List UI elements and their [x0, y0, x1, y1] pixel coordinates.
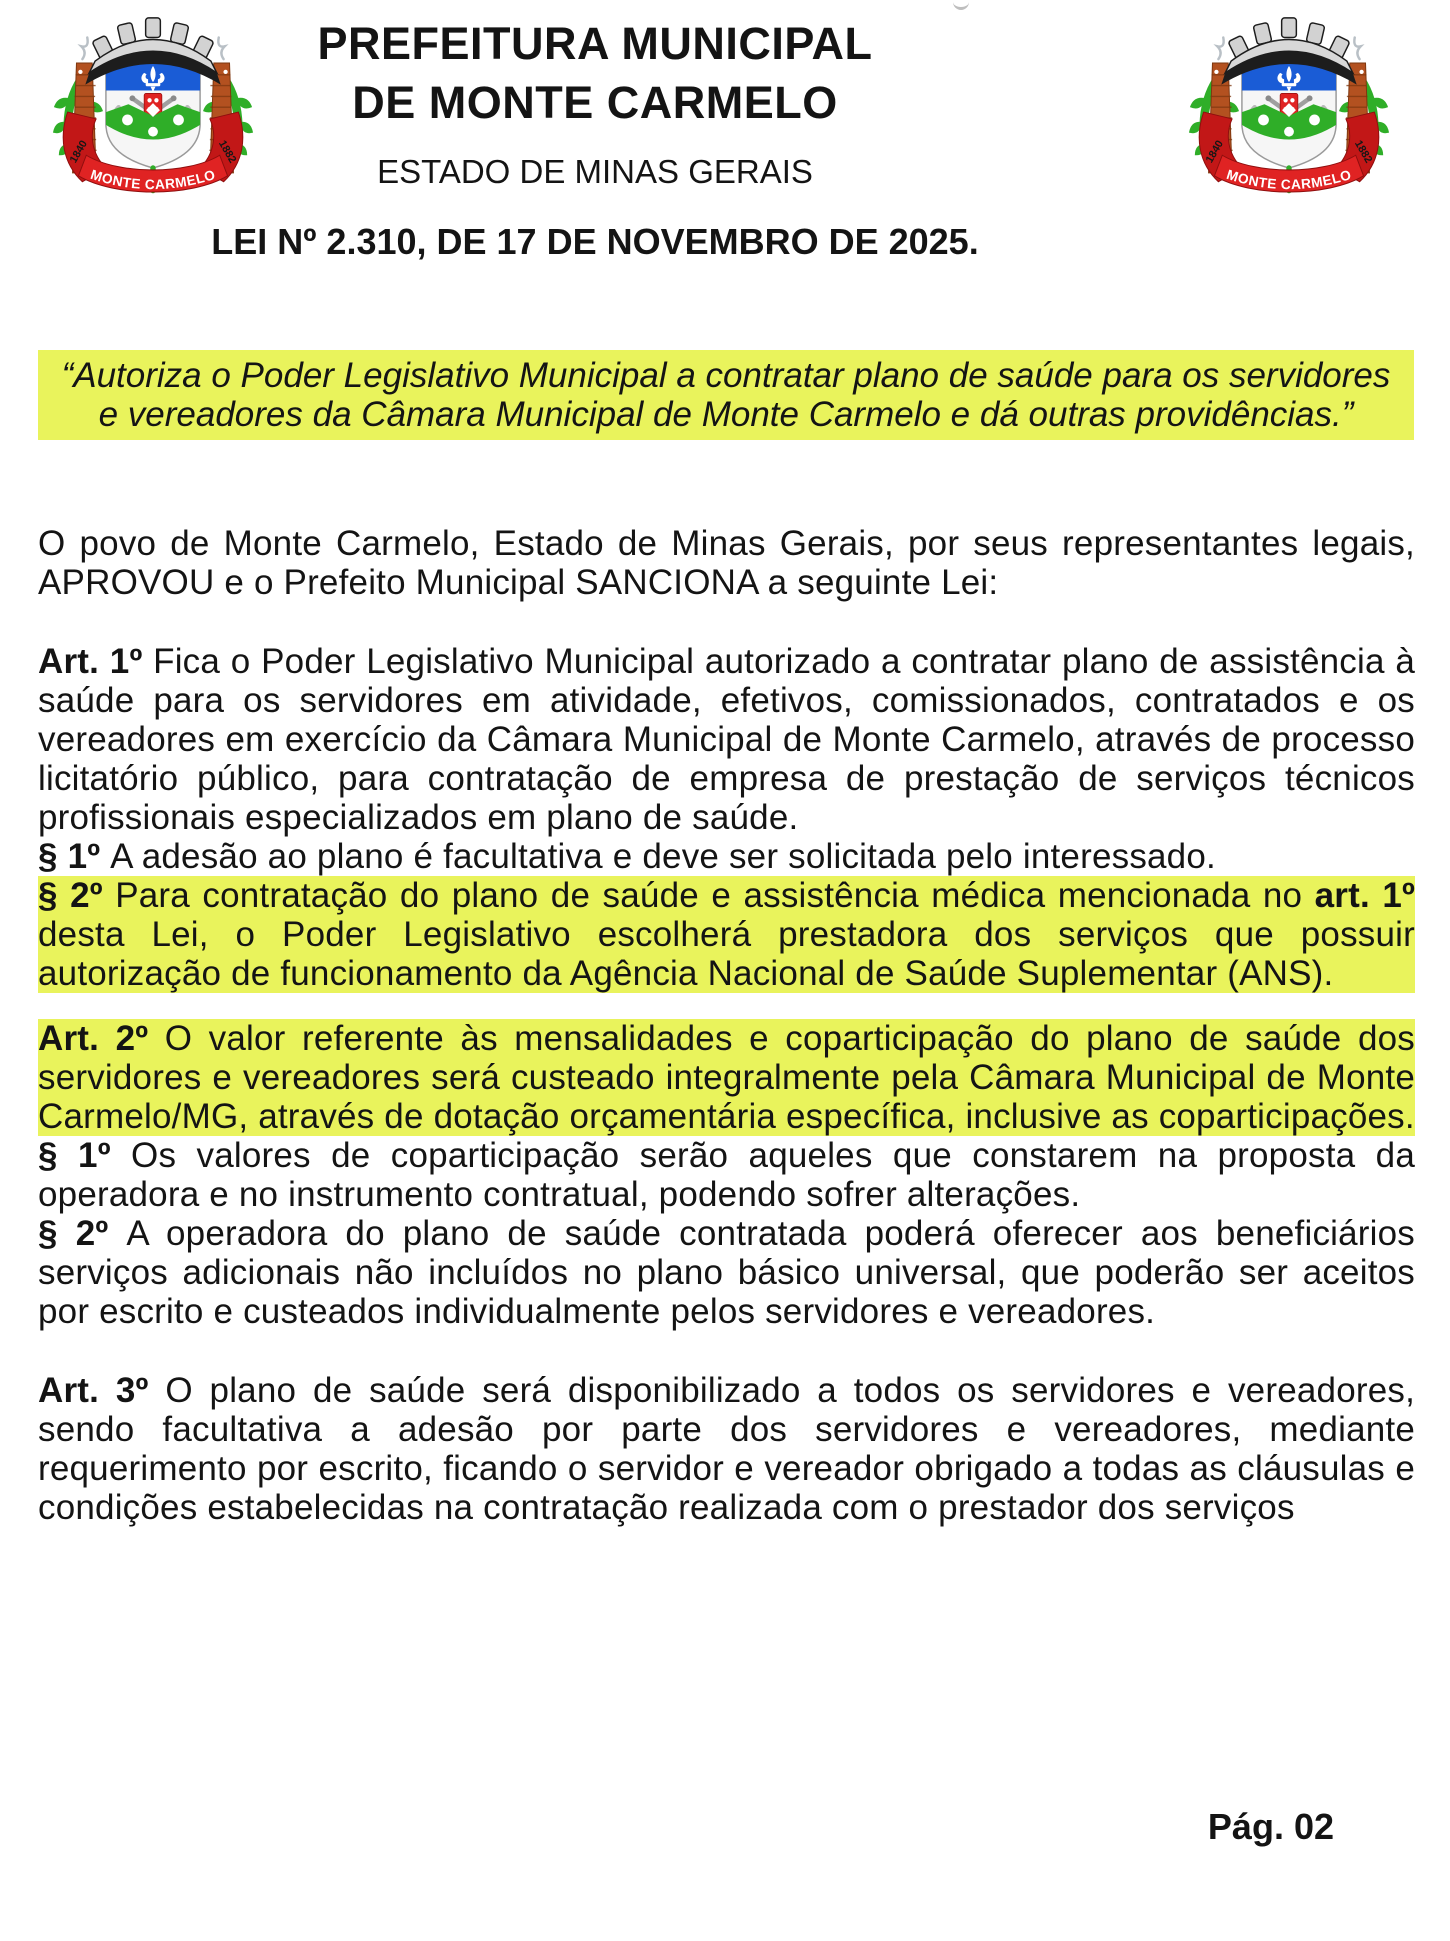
law-paragraph-art-1-par-1: § 1º A adesão ao plano é facultativa e deve ser solicitada pelo interessado.	[38, 837, 1216, 876]
header-title-line1: PREFEITURA MUNICIPAL	[317, 18, 873, 69]
law-paragraph-art-1: Art. 1º Fica o Poder Legislativo Municipal autorizado a contratar plano de assistência à saúde para os servidores em atividade, efetivos, comissionados, contratados e os vereadores em exercício da Câmara Municipal de Monte Carmelo, através de processo licitatório público, para contratação de empresa de prestação de serviços técnicos profissionais especializados em plano de saúde.	[38, 642, 1415, 837]
document-header	[40, 14, 1150, 193]
law-summary-highlight: “Autoriza o Poder Legislativo Municipal a contratar plano de saúde para os servidores e vereadores da Câmara Municipal de Monte Carmelo e dá outras providências.”	[38, 350, 1414, 440]
header-title-line2: DE MONTE CARMELO	[352, 77, 838, 128]
law-paragraph-art-2: Art. 2º O valor referente às mensalidades e coparticipação do plano de saúde dos servidores e vereadores será custeado integralmente pela Câmara Municipal de Monte Carmelo/MG, através de dotação orçamentária específica, inclusive as coparticipações.	[38, 1019, 1415, 1136]
law-paragraph-preamble: O povo de Monte Carmelo, Estado de Minas Gerais, por seus representantes legais, APROVOU e o Prefeito Municipal SANCIONA a seguinte Lei:	[38, 524, 1415, 602]
municipal-crest-right	[1186, 8, 1392, 224]
law-paragraph-art-3: Art. 3º O plano de saúde será disponibilizado a todos os servidores e vereadores, sendo facultativa a adesão por parte dos servidores e vereadores, mediante requerimento por escrito, ficando o servidor e vereador obrigado a todas as cláusulas e condições estabelecidas na contratação realizada com o prestador dos serviços	[38, 1371, 1416, 1527]
page-number: Pág. 02	[1207, 1806, 1334, 1847]
law-title: LEI Nº 2.310, DE 17 DE NOVEMBRO DE 2025.	[211, 221, 979, 262]
header-subtitle: ESTADO DE MINAS GERAIS	[377, 153, 813, 190]
law-paragraph-art-1-par-2: § 2º Para contratação do plano de saúde e assistência médica mencionada no art. 1º desta Lei, o Poder Legislativo escolherá prestadora dos serviços que possuir autorização de funcionamento da Agência Nacional de Saúde Suplementar (ANS).	[38, 876, 1415, 993]
law-paragraph-art-2-par-1: § 1º Os valores de coparticipação serão aqueles que constarem na proposta da operadora e no instrumento contratual, podendo sofrer alterações.	[38, 1136, 1415, 1214]
law-body	[38, 524, 1415, 1527]
scan-artifact	[953, 0, 969, 10]
law-paragraph-art-2-par-2: § 2º A operadora do plano de saúde contratada poderá oferecer aos beneficiários serviços adicionais não incluídos no plano básico universal, que poderão ser aceitos por escrito e custeados individualmente pelos servidores e vereadores.	[38, 1214, 1415, 1331]
